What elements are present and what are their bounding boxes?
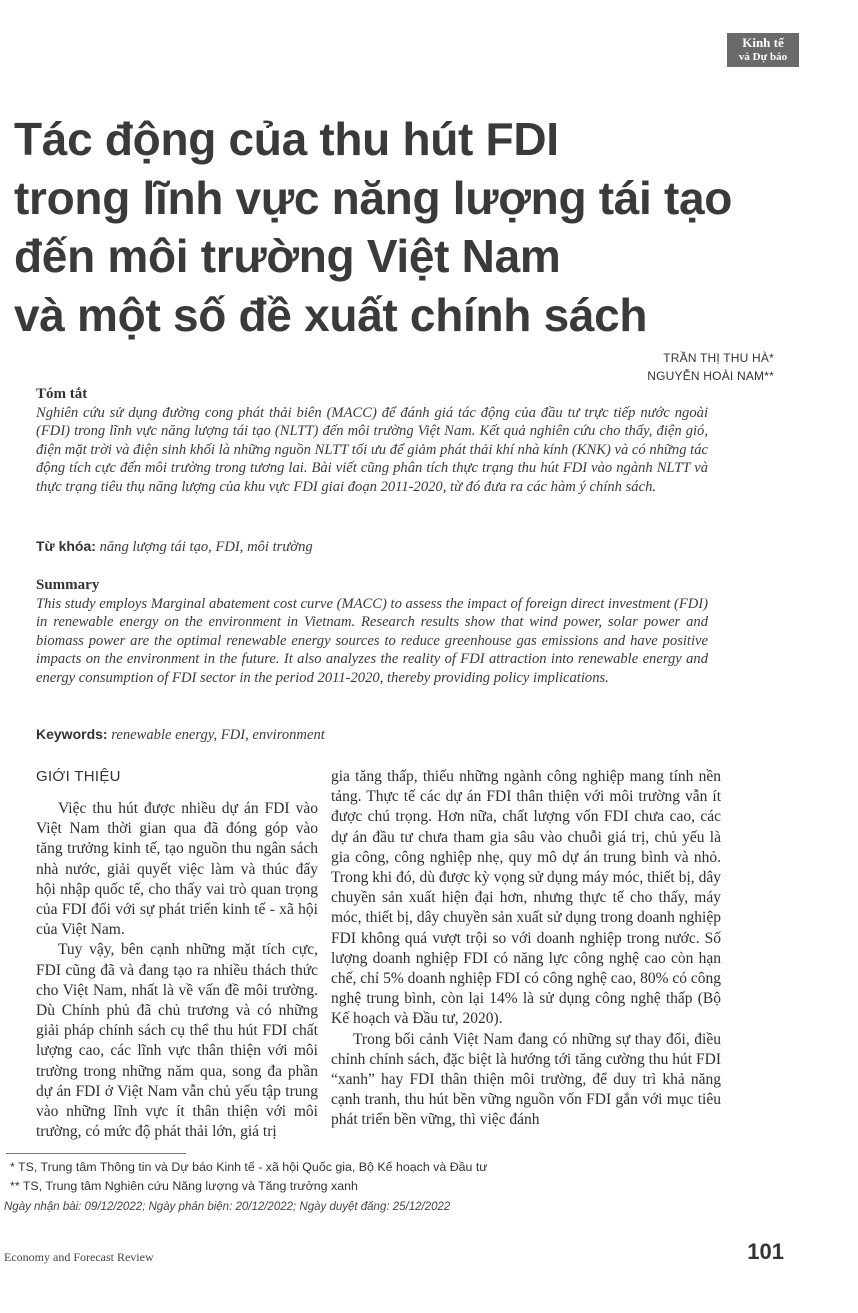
badge-line-2: và Dự báo <box>738 51 788 63</box>
keywords-en-text: renewable energy, FDI, environment <box>111 727 325 743</box>
keywords-vi-text: năng lượng tái tạo, FDI, môi trường <box>99 539 313 555</box>
abstract-vi <box>36 385 708 497</box>
badge-line-1: Kinh tế <box>742 35 784 50</box>
abstract-vi-heading: Tóm tắt <box>36 386 88 402</box>
author-name: TRẦN THỊ THU HÀ* <box>663 351 774 365</box>
author-list <box>647 349 774 385</box>
journal-name-footer: Economy and Forecast Review <box>4 1250 154 1264</box>
keywords-en <box>36 726 325 744</box>
body-column-left <box>36 767 318 1142</box>
abstract-en <box>36 576 708 688</box>
keywords-en-label: Keywords: <box>36 726 108 742</box>
title-line: và một số đề xuất chính sách <box>14 288 648 341</box>
abstract-en-heading: Summary <box>36 577 100 593</box>
title-line: trong lĩnh vực năng lượng tái tạo <box>14 171 733 224</box>
title-line: đến môi trường Việt Nam <box>14 230 561 282</box>
title-line: Tác động của thu hút FDI <box>14 113 559 165</box>
abstract-en-text: This study employs Marginal abatement cost curve (MACC) to assess the impact of foreign direct investment (FDI) in renewable energy on the environment in Vietnam. Research results show that wind power, solar power and biomass power are the optimal renewable energy sources to reduce greenhouse gas emissions and have positive impacts on the environment in the future. It also analyzes the reality of FDI attraction into renewable energy and energy consumption of FDI sector in the period 2011-2020, thereby providing policy implications. <box>36 595 709 686</box>
keywords-vi <box>36 538 313 556</box>
footnote: ** TS, Trung tâm Nghiên cứu Năng lượng và Tăng trưởng xanh <box>10 1179 358 1193</box>
abstract-vi-text: Nghiên cứu sử dụng đường cong phát thải biên (MACC) để đánh giá tác động của đầu tư trực tiếp nước ngoài (FDI) trong lĩnh vực năng lượng tái tạo (NLTT) đến môi trường Việt Nam. Kết quả nghiên cứu cho thấy, điện gió, điện mặt trời và điện sinh khối là những nguồn NLTT tối ưu để giảm phát thải khí nhà kính (KNK) và có những tác động tích cực đến môi trường trong tương lai. Bài viết cũng phân tích thực trạng thu hút FDI vào ngành NLTT và thực trạng tiêu thụ năng lượng của khu vực FDI giai đoạn 2011-2020, từ đó đưa ra các hàm ý chính sách. <box>36 404 708 495</box>
footnote-divider <box>6 1153 186 1154</box>
article-dates: Ngày nhận bài: 09/12/2022; Ngày phản biện: 20/12/2022; Ngày duyệt đăng: 25/12/2022 <box>4 1201 451 1213</box>
section-heading: GIỚI THIỆU <box>36 768 121 785</box>
body-paragraph: Trong bối cảnh Việt Nam đang có những sự thay đổi, điều chỉnh chính sách, đặc biệt là hướng tới tăng cường thu hút FDI “xanh” hay FDI thân thiện môi trường, để duy trì khả năng cạnh tranh, thu hút bền vững nguồn vốn FDI gắn với mục tiêu phát triển bền vững, thì việc đánh <box>331 1030 721 1129</box>
journal-badge <box>727 33 799 67</box>
keywords-vi-label: Từ khóa: <box>36 538 96 554</box>
body-paragraph: Việc thu hút được nhiều dự án FDI vào Việt Nam thời gian qua đã đóng góp vào tăng trưởng kinh tế, tạo nguồn thu ngân sách nhà nước, giải quyết việc làm và thúc đẩy hội nhập quốc tế, cho thấy vai trò quan trọng của FDI đối với sự phát triển kinh tế - xã hội của Việt Nam. <box>36 800 318 939</box>
article-title <box>14 110 844 344</box>
author-name: NGUYỄN HOÀI NAM** <box>647 369 774 383</box>
footnote: * TS, Trung tâm Thông tin và Dự báo Kinh tế - xã hội Quốc gia, Bộ Kế hoạch và Đầu tư <box>10 1160 488 1174</box>
body-column-right <box>331 767 721 1131</box>
page-number: 101 <box>747 1239 784 1264</box>
body-paragraph-continued: gia tăng thấp, thiếu những ngành công nghiệp mang tính nền tảng. Thực tế các dự án FDI thân thiện với môi trường vẫn ít được chú trọng. Hơn nữa, chất lượng vốn FDI chưa cao, các dự án đầu tư chưa tham gia sâu vào chuỗi giá trị, chủ yếu là gia công, công nghiệp nhẹ, quy mô dự án trung bình và nhỏ. Trong khi đó, dù được kỳ vọng sử dụng máy móc, thiết bị, dây chuyền sản xuất hiện đại hơn, nhưng thực tế cho thấy, máy móc, thiết bị, dây chuyền sản xuất sử dụng trong doanh nghiệp FDI không quá vượt trội so với doanh nghiệp trong nước. Số lượng doanh nghiệp FDI có năng lực công nghệ cao còn hạn chế, chỉ 5% doanh nghiệp FDI có công nghệ cao, 80% có công nghệ trung bình, còn lại 14% là sử dụng công nghệ thấp (Bộ Kế hoạch và Đầu tư, 2020). <box>331 768 721 1028</box>
body-paragraph: Tuy vậy, bên cạnh những mặt tích cực, FDI cũng đã và đang tạo ra nhiều thách thức cho Việt Nam, nhất là về vấn đề môi trường. Dù Chính phủ đã chủ trương và có những giải pháp chính sách cụ thể thu hút FDI chất lượng cao, các lĩnh vực thân thiện với môi trường trong những năm qua, song đa phần dự án FDI ở Việt Nam vẫn chủ yếu tập trung vào những lĩnh vực ít thân thiện với môi trường, có mức độ phát thải lớn, giá trị <box>36 941 318 1141</box>
